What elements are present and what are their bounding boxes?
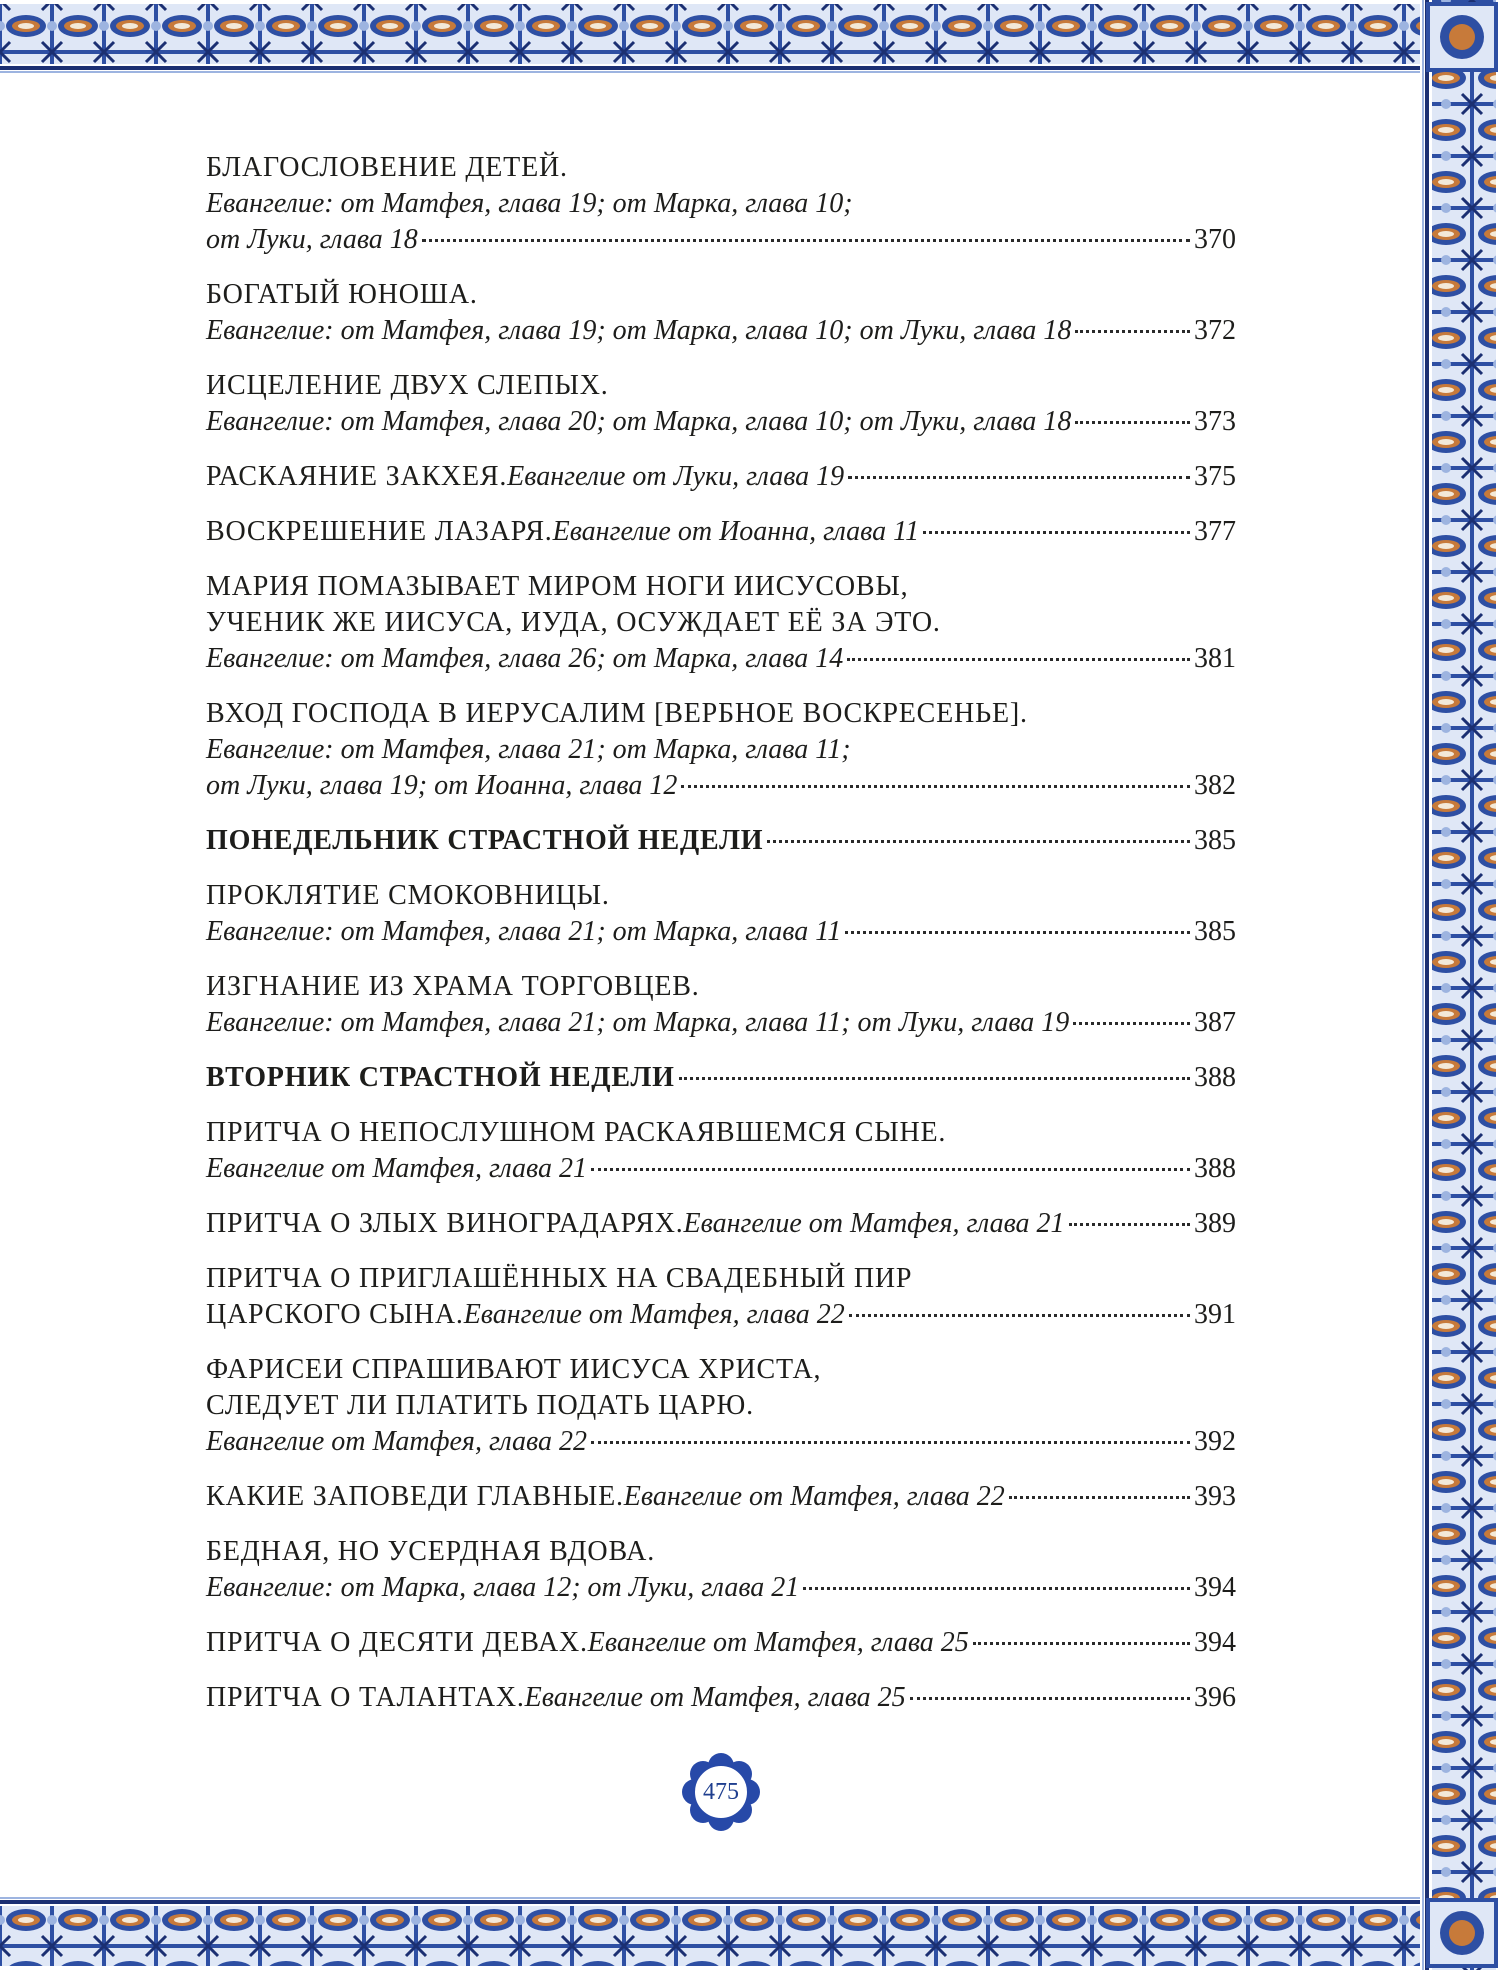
toc-entry (206, 969, 1236, 1041)
toc-line-with-page (206, 823, 1236, 859)
toc-entry (206, 277, 1236, 349)
dot-leader (767, 831, 1190, 843)
toc-entry (206, 1115, 1236, 1187)
toc-line (206, 150, 1236, 186)
toc-line (206, 569, 1236, 605)
toc-entry (206, 1060, 1236, 1096)
ornamental-border-pattern-icon (1420, 0, 1500, 1970)
toc-gospel-reference: Евангелие от Матфея, глава 25 (587, 1627, 969, 1658)
toc-title: ВХОД ГОСПОДА В ИЕРУСАЛИМ [ВЕРБНОЕ ВОСКРЕСЕНЬЕ]. (206, 698, 1028, 729)
toc-page-number: 370 (1194, 224, 1236, 255)
toc-line (206, 186, 1236, 222)
toc-line-with-page (206, 1151, 1236, 1187)
toc-page-number: 389 (1194, 1208, 1236, 1239)
dot-leader (847, 649, 1190, 661)
toc-title: БЕДНАЯ, НО УСЕРДНАЯ ВДОВА. (206, 1536, 655, 1567)
toc-title: ФАРИСЕИ СПРАШИВАЮТ ИИСУСА ХРИСТА, (206, 1354, 822, 1385)
toc-page-number: 387 (1194, 1007, 1236, 1038)
dot-leader (845, 922, 1190, 934)
toc-title: УЧЕНИК ЖЕ ИИСУСА, ИУДА, ОСУЖДАЕТ ЕЁ ЗА ЭТО. (206, 607, 941, 638)
toc-gospel-reference: Евангелие от Матфея, глава 21 (683, 1208, 1065, 1239)
ornamental-border-right (1420, 0, 1500, 1970)
toc-line-with-page (206, 1005, 1236, 1041)
dot-leader (1075, 412, 1190, 424)
toc-title: БЛАГОСЛОВЕНИЕ ДЕТЕЙ. (206, 152, 568, 183)
dot-leader (1075, 321, 1190, 333)
toc-page-number: 375 (1194, 461, 1236, 492)
toc-title: КАКИЕ ЗАПОВЕДИ ГЛАВНЫЕ. (206, 1481, 624, 1512)
ornamental-border-pattern-icon (0, 0, 1500, 76)
toc-title: СЛЕДУЕТ ЛИ ПЛАТИТЬ ПОДАТЬ ЦАРЮ. (206, 1390, 754, 1421)
toc-line-with-page (206, 459, 1236, 495)
toc-title: ПРИТЧА О ПРИГЛАШЁННЫХ НА СВАДЕБНЫЙ ПИР (206, 1263, 913, 1294)
toc-line-with-page (206, 1570, 1236, 1606)
toc-page-number: 396 (1194, 1682, 1236, 1713)
toc-line (206, 969, 1236, 1005)
toc-title: ПРОКЛЯТИЕ СМОКОВНИЦЫ. (206, 880, 610, 911)
dot-leader (803, 1578, 1190, 1590)
toc-line (206, 1534, 1236, 1570)
toc-gospel-reference: Евангелие: от Матфея, глава 19; от Марка, глава 10; (206, 188, 853, 219)
toc-entry (206, 1625, 1236, 1661)
dot-leader (973, 1633, 1190, 1645)
toc-line (206, 1115, 1236, 1151)
toc-entry (206, 1680, 1236, 1716)
toc-line-with-page (206, 641, 1236, 677)
toc-title: ИСЦЕЛЕНИЕ ДВУХ СЛЕПЫХ. (206, 370, 609, 401)
toc-entry (206, 878, 1236, 950)
toc-entry (206, 696, 1236, 804)
toc-gospel-reference: Евангелие: от Матфея, глава 19; от Марка, глава 10; от Луки, глава 18 (206, 315, 1072, 346)
toc-line (206, 1261, 1236, 1297)
dot-leader (910, 1688, 1190, 1700)
dot-leader (681, 776, 1190, 788)
toc-line (206, 277, 1236, 313)
dot-leader (923, 522, 1190, 534)
dot-leader (591, 1159, 1190, 1171)
toc-line-with-page (206, 1625, 1236, 1661)
toc-page-number: 385 (1194, 916, 1236, 947)
toc-gospel-reference: Евангелие: от Матфея, глава 21; от Марка, глава 11; (206, 734, 851, 765)
toc-title: БОГАТЫЙ ЮНОША. (206, 279, 478, 310)
toc-gospel-reference: Евангелие от Матфея, глава 22 (463, 1299, 845, 1330)
toc-gospel-reference: от Луки, глава 19; от Иоанна, глава 12 (206, 770, 678, 801)
toc-title: РАСКАЯНИЕ ЗАКХЕЯ. (206, 461, 508, 492)
toc-title: ПРИТЧА О ЗЛЫХ ВИНОГРАДАРЯХ. (206, 1208, 684, 1239)
ornamental-border-top (0, 0, 1500, 76)
toc-entry (206, 1534, 1236, 1606)
toc-entry (206, 1206, 1236, 1242)
toc-page-number: 388 (1194, 1062, 1236, 1093)
dot-leader (591, 1432, 1190, 1444)
toc-entry (206, 1479, 1236, 1515)
toc-page-number: 393 (1194, 1481, 1236, 1512)
toc-page-number: 382 (1194, 770, 1236, 801)
toc-line-with-page (206, 1680, 1236, 1716)
toc-section-title: ВТОРНИК СТРАСТНОЙ НЕДЕЛИ (206, 1062, 675, 1093)
toc-entry (206, 368, 1236, 440)
toc-line-with-page (206, 1424, 1236, 1460)
toc-gospel-reference: Евангелие от Матфея, глава 22 (623, 1481, 1005, 1512)
toc-line (206, 368, 1236, 404)
toc-gospel-reference: от Луки, глава 18 (206, 224, 418, 255)
toc-title: ЦАРСКОГО СЫНА. (206, 1299, 464, 1330)
toc-line (206, 1388, 1236, 1424)
toc-page-number: 388 (1194, 1153, 1236, 1184)
toc-entry (206, 459, 1236, 495)
dot-leader (848, 467, 1190, 479)
toc-line-with-page (206, 1297, 1236, 1333)
toc-gospel-reference: Евангелие от Луки, глава 19 (507, 461, 845, 492)
toc-title: ПРИТЧА О ТАЛАНТАХ. (206, 1682, 525, 1713)
toc-line-with-page (206, 1060, 1236, 1096)
toc-entry (206, 823, 1236, 859)
toc-line-with-page (206, 914, 1236, 950)
toc-entry (206, 1352, 1236, 1460)
toc-line-with-page (206, 1206, 1236, 1242)
toc-page-number: 381 (1194, 643, 1236, 674)
toc-page-number: 385 (1194, 825, 1236, 856)
dot-leader (679, 1068, 1190, 1080)
toc-title: ПРИТЧА О ДЕСЯТИ ДЕВАХ. (206, 1627, 588, 1658)
toc-page-number: 392 (1194, 1426, 1236, 1457)
toc-title: ПРИТЧА О НЕПОСЛУШНОМ РАСКАЯВШЕМСЯ СЫНЕ. (206, 1117, 947, 1148)
toc-gospel-reference: Евангелие: от Марка, глава 12; от Луки, глава 21 (206, 1572, 800, 1603)
toc-line-with-page (206, 768, 1236, 804)
toc-gospel-reference: Евангелие: от Матфея, глава 20; от Марка, глава 10; от Луки, глава 18 (206, 406, 1072, 437)
toc-entry (206, 1261, 1236, 1333)
toc-line (206, 878, 1236, 914)
toc-entry (206, 569, 1236, 677)
toc-page-number: 377 (1194, 516, 1236, 547)
toc-line (206, 732, 1236, 768)
toc-title: ИЗГНАНИЕ ИЗ ХРАМА ТОРГОВЦЕВ. (206, 971, 700, 1002)
toc-gospel-reference: Евангелие от Иоанна, глава 11 (552, 516, 920, 547)
dot-leader (1073, 1013, 1190, 1025)
toc-title: МАРИЯ ПОМАЗЫВАЕТ МИРОМ НОГИ ИИСУСОВЫ, (206, 571, 909, 602)
page-number-badge (681, 1752, 761, 1832)
dot-leader (1009, 1487, 1190, 1499)
toc-page-number: 373 (1194, 406, 1236, 437)
table-of-contents (206, 150, 1236, 1735)
toc-page-number: 391 (1194, 1299, 1236, 1330)
toc-line-with-page (206, 514, 1236, 550)
toc-gospel-reference: Евангелие: от Матфея, глава 21; от Марка, глава 11; от Луки, глава 19 (206, 1007, 1070, 1038)
toc-line-with-page (206, 313, 1236, 349)
toc-entry (206, 150, 1236, 258)
toc-page-number: 394 (1194, 1627, 1236, 1658)
toc-gospel-reference: Евангелие от Матфея, глава 25 (524, 1682, 906, 1713)
page-number: 475 (703, 1778, 739, 1805)
toc-line-with-page (206, 1479, 1236, 1515)
toc-line (206, 1352, 1236, 1388)
toc-title: ВОСКРЕШЕНИЕ ЛАЗАРЯ. (206, 516, 553, 547)
toc-gospel-reference: Евангелие: от Матфея, глава 21; от Марка, глава 11 (206, 916, 842, 947)
toc-gospel-reference: Евангелие: от Матфея, глава 26; от Марка, глава 14 (206, 643, 844, 674)
dot-leader (849, 1305, 1190, 1317)
toc-gospel-reference: Евангелие от Матфея, глава 22 (206, 1426, 588, 1457)
toc-line-with-page (206, 404, 1236, 440)
toc-line-with-page (206, 222, 1236, 258)
toc-line (206, 696, 1236, 732)
toc-section-title: ПОНЕДЕЛЬНИК СТРАСТНОЙ НЕДЕЛИ (206, 825, 764, 856)
dot-leader (1069, 1214, 1190, 1226)
toc-gospel-reference: Евангелие от Матфея, глава 21 (206, 1153, 588, 1184)
ornamental-border-bottom (0, 1894, 1500, 1970)
toc-entry (206, 514, 1236, 550)
ornamental-border-pattern-icon (0, 1894, 1500, 1970)
dot-leader (422, 230, 1190, 242)
toc-line (206, 605, 1236, 641)
toc-page-number: 372 (1194, 315, 1236, 346)
toc-page-number: 394 (1194, 1572, 1236, 1603)
